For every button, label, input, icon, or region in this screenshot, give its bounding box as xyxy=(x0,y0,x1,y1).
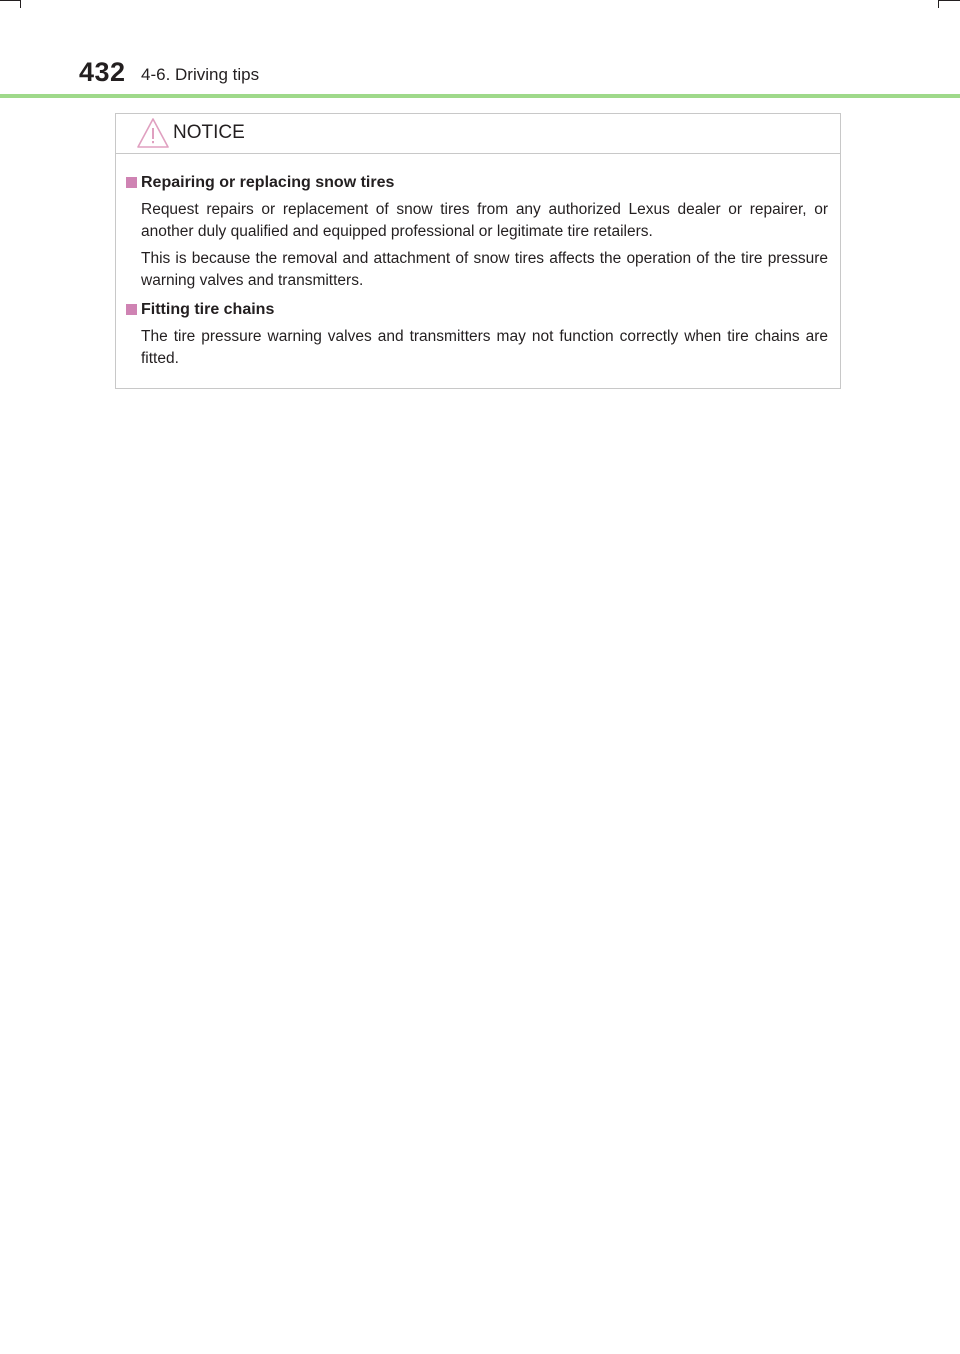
page-number: 432 xyxy=(79,57,126,87)
notice-item xyxy=(116,172,842,292)
square-bullet-icon xyxy=(126,304,137,315)
notice-body xyxy=(116,172,842,370)
warning-triangle-icon xyxy=(136,117,170,149)
square-bullet-icon xyxy=(126,177,137,188)
item-paragraph: This is because the removal and attachment of snow tires affects the operation of the tire pressure warning valves and transmitters. xyxy=(141,250,828,289)
item-heading-text: Fitting tire chains xyxy=(141,301,275,318)
item-heading-text: Repairing or replacing snow tires xyxy=(141,174,395,191)
item-heading xyxy=(116,299,842,321)
notice-title: NOTICE xyxy=(173,122,245,143)
notice-item xyxy=(116,299,842,370)
section-title: 4-6. Driving tips xyxy=(141,65,260,84)
item-paragraph: The tire pressure warning valves and transmitters may not function correctly when tire chains are fitted. xyxy=(141,328,828,367)
header-rule xyxy=(0,94,960,98)
item-paragraph: Request repairs or replacement of snow tires from any authorized Lexus dealer or repairer, or another duly qualified and equipped professional or legitimate tire retailers. xyxy=(141,201,828,240)
notice-header xyxy=(116,114,840,154)
item-heading xyxy=(116,172,842,194)
notice-box xyxy=(115,113,841,389)
page-header xyxy=(0,0,960,100)
